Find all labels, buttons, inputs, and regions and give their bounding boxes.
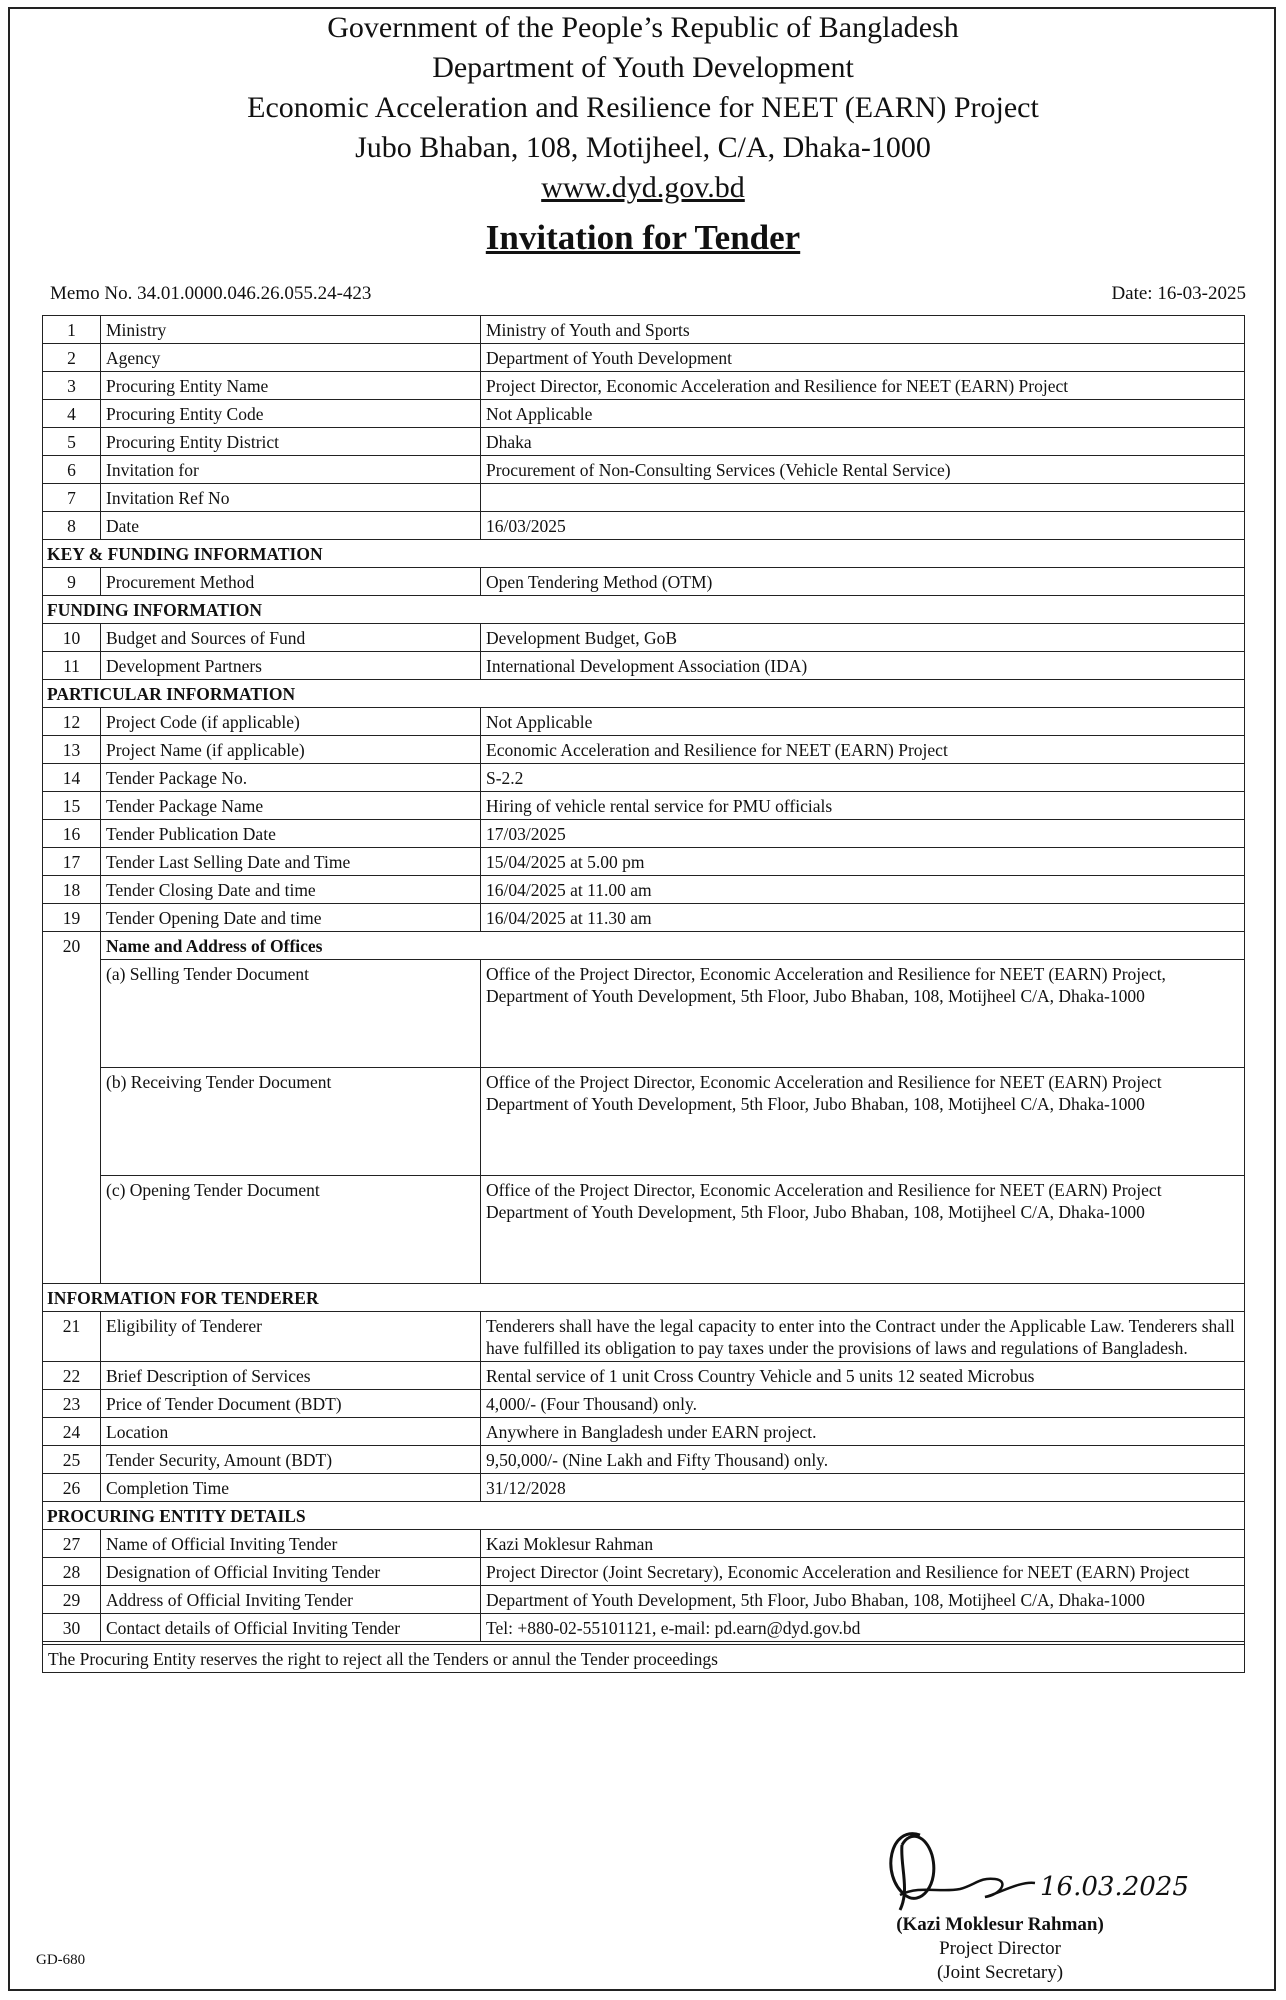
row-number: 25	[43, 1446, 101, 1474]
table-row	[43, 1530, 1245, 1558]
row-value: S-2.2	[481, 764, 1245, 792]
row-label: Designation of Official Inviting Tender	[101, 1558, 481, 1586]
row-label: Project Name (if applicable)	[101, 736, 481, 764]
office-a-address	[481, 960, 1245, 1068]
row-value: International Development Association (IDA)	[481, 652, 1245, 680]
tenderer-rows	[43, 1312, 1245, 1502]
table-row	[43, 624, 1245, 652]
table-row	[43, 708, 1245, 736]
row-number: 16	[43, 820, 101, 848]
office-c-line1: Office of the Project Director, Economic Acceleration and Resilience for NEET (EARN) Project	[486, 1180, 1162, 1200]
table-row	[43, 1390, 1245, 1418]
row-number: 13	[43, 736, 101, 764]
key-rows	[43, 568, 1245, 596]
row-value: Department of Youth Development, 5th Floor, Jubo Bhaban, 108, Motijheel C/A, Dhaka-1000	[481, 1586, 1245, 1614]
row-number: 10	[43, 624, 101, 652]
row-number: 3	[43, 372, 101, 400]
row-value: 15/04/2025 at 5.00 pm	[481, 848, 1245, 876]
row-value: Tenderers shall have the legal capacity to enter into the Contract under the Applicable Law. Tenderers shall have fulfilled its obligation to pay taxes under the provisions of laws and regulations of Bangladesh.	[481, 1312, 1245, 1362]
table-row	[43, 876, 1245, 904]
footer-note: The Procuring Entity reserves the right to reject all the Tenders or annul the Tender proceedings	[43, 1645, 1245, 1673]
page-title: Invitation for Tender	[485, 218, 801, 257]
office-c-address	[481, 1176, 1245, 1284]
tender-table	[42, 315, 1245, 1673]
row-value: Rental service of 1 unit Cross Country Vehicle and 5 units 12 seated Microbus	[481, 1362, 1245, 1390]
memo-number: Memo No. 34.01.0000.046.26.055.24-423	[50, 283, 372, 304]
row-value: Not Applicable	[481, 400, 1245, 428]
table-row	[43, 456, 1245, 484]
row-number: 4	[43, 400, 101, 428]
general-rows	[43, 316, 1245, 540]
table-row	[43, 512, 1245, 540]
signatory-designation: Project Director	[939, 1938, 1061, 1959]
table-row	[43, 568, 1245, 596]
header-department: Department of Youth Development	[432, 51, 854, 84]
table-row	[43, 792, 1245, 820]
table-row	[43, 316, 1245, 344]
row-number: 22	[43, 1362, 101, 1390]
row-number: 17	[43, 848, 101, 876]
row-value: Kazi Moklesur Rahman	[481, 1530, 1245, 1558]
row-label: Eligibility of Tenderer	[101, 1312, 481, 1362]
office-a-label: (a) Selling Tender Document	[101, 960, 481, 1068]
table-row	[43, 400, 1245, 428]
row-value: 9,50,000/- (Nine Lakh and Fifty Thousand) only.	[481, 1446, 1245, 1474]
row-number: 18	[43, 876, 101, 904]
section-entity: PROCURING ENTITY DETAILS	[43, 1502, 1245, 1530]
row-value: Project Director, Economic Acceleration and Resilience for NEET (EARN) Project	[481, 372, 1245, 400]
row-label: Tender Last Selling Date and Time	[101, 848, 481, 876]
table-row	[43, 1586, 1245, 1614]
row-label: Ministry	[101, 316, 481, 344]
signature-date: 16.03.2025	[1040, 1872, 1189, 1902]
row-value: Development Budget, GoB	[481, 624, 1245, 652]
table-row	[43, 1558, 1245, 1586]
row-number: 27	[43, 1530, 101, 1558]
office-a-line2: Department of Youth Development, 5th Floor, Jubo Bhaban, 108, Motijheel C/A, Dhaka-1000	[486, 986, 1145, 1006]
signatory-name: (Kazi Moklesur Rahman)	[896, 1914, 1104, 1935]
particular-rows	[43, 708, 1245, 932]
table-row	[43, 1614, 1245, 1642]
row-value	[481, 484, 1245, 512]
table-row	[43, 484, 1245, 512]
row-number: 28	[43, 1558, 101, 1586]
table-row	[43, 736, 1245, 764]
table-row	[43, 764, 1245, 792]
table-row	[43, 1362, 1245, 1390]
row-value: Project Director (Joint Secretary), Economic Acceleration and Resilience for NEET (EARN) Project	[481, 1558, 1245, 1586]
header-website-row	[0, 168, 1286, 208]
office-c-label: (c) Opening Tender Document	[101, 1176, 481, 1284]
funding-rows	[43, 624, 1245, 680]
header-address: Jubo Bhaban, 108, Motijheel, C/A, Dhaka-1000	[355, 131, 931, 164]
row-number: 11	[43, 652, 101, 680]
row-number: 21	[43, 1312, 101, 1362]
row-value: Open Tendering Method (OTM)	[481, 568, 1245, 596]
row-number: 7	[43, 484, 101, 512]
row-label: Budget and Sources of Fund	[101, 624, 481, 652]
row-label: Development Partners	[101, 652, 481, 680]
row-number: 26	[43, 1474, 101, 1502]
row-label: Address of Official Inviting Tender	[101, 1586, 481, 1614]
row-label: Tender Opening Date and time	[101, 904, 481, 932]
row-label: Procuring Entity District	[101, 428, 481, 456]
row-label: Tender Publication Date	[101, 820, 481, 848]
row-label: Tender Closing Date and time	[101, 876, 481, 904]
row-number: 12	[43, 708, 101, 736]
office-b-line1: Office of the Project Director, Economic Acceleration and Resilience for NEET (EARN) Project	[486, 1072, 1162, 1092]
memo-date: Date: 16-03-2025	[1111, 283, 1246, 304]
office-b-label: (b) Receiving Tender Document	[101, 1068, 481, 1176]
row-value: Tel: +880-02-55101121, e-mail: pd.earn@dyd.gov.bd	[481, 1614, 1245, 1642]
row-label: Procuring Entity Code	[101, 400, 481, 428]
row-number: 9	[43, 568, 101, 596]
row-label: Agency	[101, 344, 481, 372]
table-row	[43, 1312, 1245, 1362]
row-number: 14	[43, 764, 101, 792]
row-label: Procurement Method	[101, 568, 481, 596]
table-row	[43, 652, 1245, 680]
table-row	[43, 1474, 1245, 1502]
table-row	[43, 1446, 1245, 1474]
row-value: 16/04/2025 at 11.30 am	[481, 904, 1245, 932]
section-key-funding: KEY & FUNDING INFORMATION	[43, 540, 1245, 568]
row-label: Location	[101, 1418, 481, 1446]
table-row	[43, 372, 1245, 400]
row-value: Department of Youth Development	[481, 344, 1245, 372]
row-label: Tender Package Name	[101, 792, 481, 820]
row-number: 29	[43, 1586, 101, 1614]
row-number: 2	[43, 344, 101, 372]
section-funding: FUNDING INFORMATION	[43, 596, 1245, 624]
row-label: Completion Time	[101, 1474, 481, 1502]
row-label: Date	[101, 512, 481, 540]
row-label: Project Code (if applicable)	[101, 708, 481, 736]
row-label: Contact details of Official Inviting Tender	[101, 1614, 481, 1642]
row-number: 24	[43, 1418, 101, 1446]
row-value: Ministry of Youth and Sports	[481, 316, 1245, 344]
office-b-line2: Department of Youth Development, 5th Floor, Jubo Bhaban, 108, Motijheel C/A, Dhaka-1000	[486, 1094, 1145, 1114]
row-number: 20	[43, 932, 101, 1284]
row-value: 16/04/2025 at 11.00 am	[481, 876, 1245, 904]
row-label: Invitation Ref No	[101, 484, 481, 512]
row-value: Anywhere in Bangladesh under EARN project.	[481, 1418, 1245, 1446]
table-row	[43, 848, 1245, 876]
form-code: GD-680	[36, 1952, 86, 1968]
table-row	[43, 904, 1245, 932]
signatory-block	[860, 1913, 1140, 1985]
website-link[interactable]: www.dyd.gov.bd	[541, 171, 745, 204]
row-label: Tender Security, Amount (BDT)	[101, 1446, 481, 1474]
table-row	[43, 1418, 1245, 1446]
office-c-line2: Department of Youth Development, 5th Floor, Jubo Bhaban, 108, Motijheel C/A, Dhaka-1000	[486, 1202, 1145, 1222]
row-label: Name of Official Inviting Tender	[101, 1530, 481, 1558]
row-number: 30	[43, 1614, 101, 1642]
section-particular: PARTICULAR INFORMATION	[43, 680, 1245, 708]
row-label: Brief Description of Services	[101, 1362, 481, 1390]
table-row	[43, 428, 1245, 456]
row-number: 1	[43, 316, 101, 344]
row-number: 15	[43, 792, 101, 820]
row-label: Procuring Entity Name	[101, 372, 481, 400]
row-value: 31/12/2028	[481, 1474, 1245, 1502]
row-number: 8	[43, 512, 101, 540]
signatory-grade: (Joint Secretary)	[936, 1962, 1064, 1983]
office-a-line1: Office of the Project Director, Economic Acceleration and Resilience for NEET (EARN) Project,	[486, 964, 1166, 984]
header-government: Government of the People’s Republic of Bangladesh	[327, 11, 959, 44]
offices-heading: Name and Address of Offices	[101, 932, 1245, 960]
row-value: 4,000/- (Four Thousand) only.	[481, 1390, 1245, 1418]
row-label: Tender Package No.	[101, 764, 481, 792]
row-number: 23	[43, 1390, 101, 1418]
row-value: 17/03/2025	[481, 820, 1245, 848]
offices-block	[43, 932, 1245, 1284]
row-value: Not Applicable	[481, 708, 1245, 736]
row-value: Economic Acceleration and Resilience for NEET (EARN) Project	[481, 736, 1245, 764]
section-tenderer: INFORMATION FOR TENDERER	[43, 1284, 1245, 1312]
table-row	[43, 820, 1245, 848]
row-label: Price of Tender Document (BDT)	[101, 1390, 481, 1418]
row-label: Invitation for	[101, 456, 481, 484]
row-value: Dhaka	[481, 428, 1245, 456]
row-value: 16/03/2025	[481, 512, 1245, 540]
table-row	[43, 344, 1245, 372]
entity-rows	[43, 1530, 1245, 1642]
row-number: 19	[43, 904, 101, 932]
row-number: 6	[43, 456, 101, 484]
row-number: 5	[43, 428, 101, 456]
header-project: Economic Acceleration and Resilience for NEET (EARN) Project	[247, 91, 1039, 124]
row-value: Procurement of Non-Consulting Services (Vehicle Rental Service)	[481, 456, 1245, 484]
row-value: Hiring of vehicle rental service for PMU officials	[481, 792, 1245, 820]
office-b-address	[481, 1068, 1245, 1176]
